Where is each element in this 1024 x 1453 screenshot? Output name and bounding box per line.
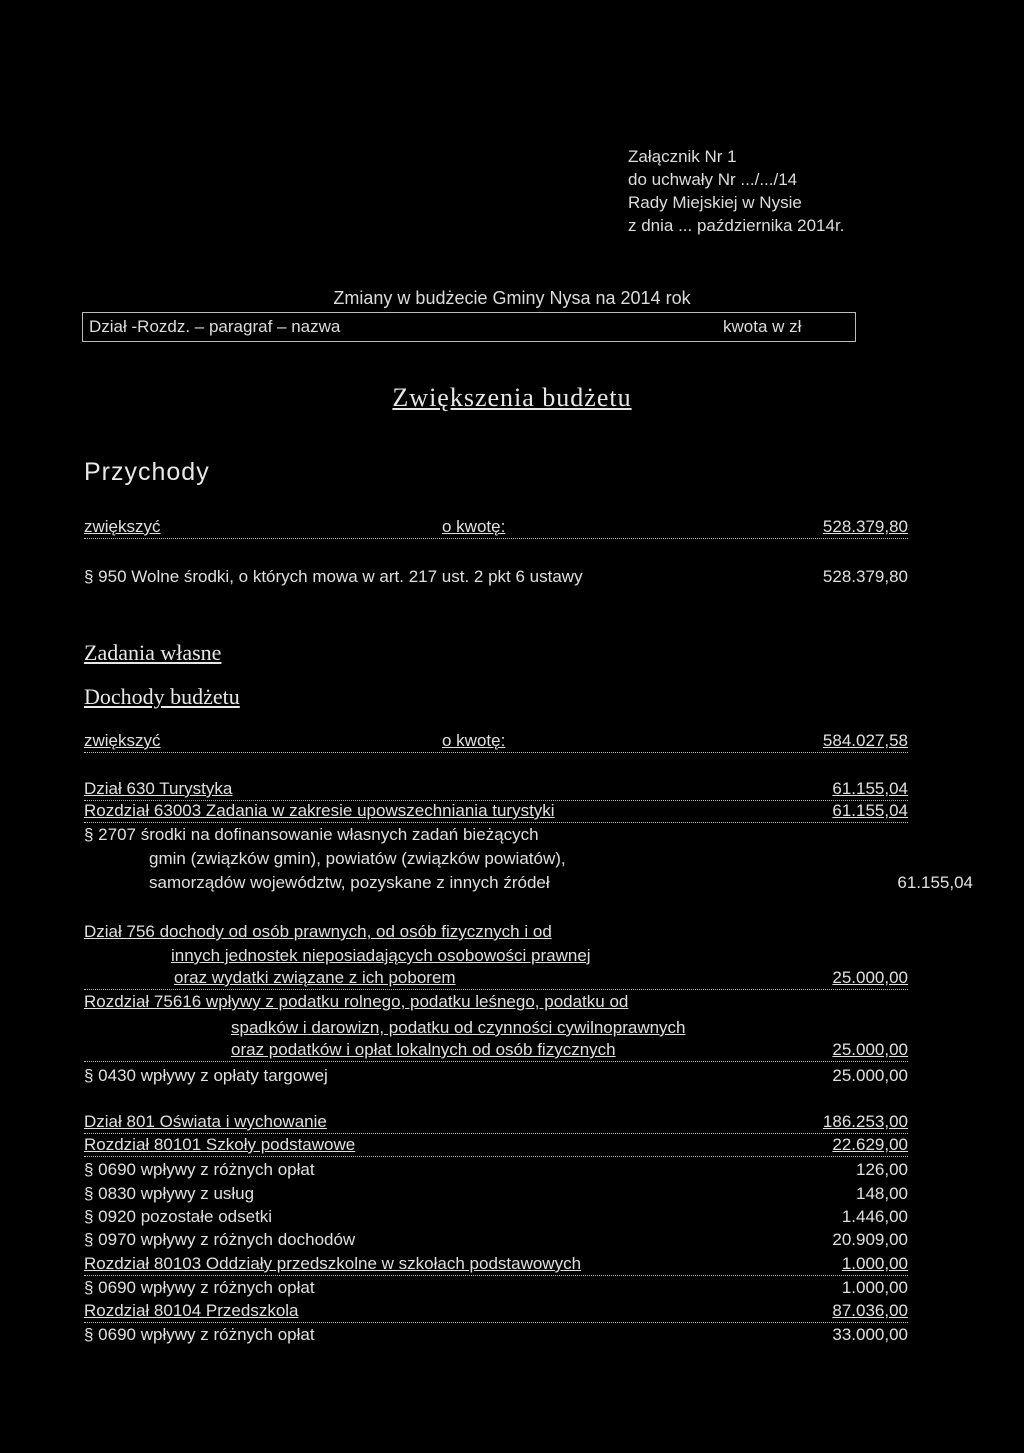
document-title: Zmiany w budżecie Gminy Nysa na 2014 rok: [333, 288, 691, 308]
row-value: 61.155,04: [897, 873, 973, 892]
attachment-header: [628, 145, 844, 237]
row-text: Rozdział 75616 wpływy z podatku rolnego, podatku leśnego, podatku od: [84, 992, 629, 1011]
paragraf-0970-row: [84, 1229, 908, 1251]
header-line-4: z dnia ... października 2014r.: [628, 216, 845, 235]
row-value: 25.000,00: [832, 968, 908, 987]
row-text: Rozdział 80101 Szkoły podstawowe: [84, 1135, 356, 1154]
row-value: 186.253,00: [822, 1112, 908, 1131]
row-value: 61.155,04: [832, 779, 908, 798]
paragraf-0690-row: [84, 1159, 908, 1181]
row-value: 87.036,00: [832, 1301, 908, 1320]
row-value: 20.909,00: [832, 1230, 908, 1249]
increase-value: 584.027,58: [822, 731, 908, 750]
row-value: 22.629,00: [832, 1135, 908, 1154]
dochody-heading: Dochody budżetu: [84, 684, 240, 709]
row-text: Rozdział 80103 Oddziały przedszkolne w szkołach podstawowych: [84, 1254, 582, 1273]
row-value: 1.000,00: [841, 1254, 908, 1273]
row-text: § 0690 wpływy z różnych opłat: [84, 1325, 315, 1344]
dzial-630-row: [84, 778, 908, 801]
paragraf-0430-row: [84, 1065, 908, 1087]
rozdzial-75616-line1: [84, 991, 908, 1013]
rozdzial-75616-line3: [84, 1039, 908, 1062]
row-text: oraz podatków i opłat lokalnych od osób fizycznych: [231, 1040, 616, 1059]
row-value: 148,00: [856, 1184, 908, 1203]
row-text: Dział 630 Turystyka: [84, 779, 233, 798]
paragraf-2707-line1: [84, 824, 908, 846]
increase-mid: o kwotę:: [442, 731, 506, 750]
dzial-756-line2: [84, 945, 995, 967]
row-text: § 0830 wpływy z usług: [84, 1184, 255, 1203]
row-text: samorządów województw, pozyskane z innych źródeł: [149, 873, 550, 892]
row-text: innych jednostek nieposiadających osobowości prawnej: [171, 946, 591, 965]
header-line-3: Rady Miejskiej w Nysie: [628, 193, 802, 212]
paragraf-0690-row: [84, 1277, 908, 1299]
dzial-756-line1: [84, 921, 908, 943]
increase-mid: o kwotę:: [442, 517, 506, 536]
row-value: 126,00: [856, 1160, 908, 1179]
increase-label: zwiększyć: [84, 731, 161, 750]
przychody-item-row: [84, 566, 908, 588]
paragraf-0690-row: [84, 1324, 908, 1346]
row-text: § 0920 pozostałe odsetki: [84, 1207, 273, 1226]
row-text: Rozdział 80104 Przedszkola: [84, 1301, 299, 1320]
paragraf-0830-row: [84, 1183, 908, 1205]
paragraf-0920-row: [84, 1206, 908, 1228]
table-header-box: [82, 312, 856, 342]
paragraf-2707-line3: [84, 872, 973, 894]
row-text: Dział 801 Oświata i wychowanie: [84, 1112, 327, 1131]
rozdzial-80104-row: [84, 1300, 908, 1323]
row-value: 1.446,00: [841, 1207, 908, 1226]
section-heading: Zwiększenia budżetu: [392, 383, 632, 412]
row-text: § 0690 wpływy z różnych opłat: [84, 1160, 315, 1179]
row-value: 33.000,00: [832, 1325, 908, 1344]
dzial-801-row: [84, 1111, 908, 1134]
header-line-2: do uchwały Nr .../.../14: [628, 170, 798, 189]
przychody-increase-row: [84, 516, 908, 539]
row-value: 25.000,00: [832, 1066, 908, 1085]
row-text: Rozdział 63003 Zadania w zakresie upowszechniania turystyki: [84, 801, 555, 820]
paragraf-2707-line2: [84, 848, 973, 870]
increase-label: zwiększyć: [84, 517, 161, 536]
row-text: § 0970 wpływy z różnych dochodów: [84, 1230, 356, 1249]
increase-value: 528.379,80: [822, 517, 908, 536]
row-value: 25.000,00: [832, 1040, 908, 1059]
row-text: Dział 756 dochody od osób prawnych, od osób fizycznych i od: [84, 922, 552, 941]
row-text: § 0430 wpływy z opłaty targowej: [84, 1066, 328, 1085]
row-value: 1.000,00: [841, 1278, 908, 1297]
row-text: oraz wydatki związane z ich poborem: [174, 968, 456, 987]
rozdzial-80103-row: [84, 1253, 908, 1276]
zadania-heading: Zadania własne: [84, 640, 222, 665]
dochody-increase-row: [84, 730, 908, 753]
table-header-right: kwota w zł: [723, 317, 802, 336]
row-text: gmin (związków gmin), powiatów (związków powiatów),: [149, 849, 566, 868]
header-line-1: Załącznik Nr 1: [628, 147, 737, 166]
row-text: § 0690 wpływy z różnych opłat: [84, 1278, 315, 1297]
row-text: spadków i darowizn, podatku od czynności cywilnoprawnych: [231, 1018, 686, 1037]
rozdzial-80101-row: [84, 1134, 908, 1157]
row-text: § 2707 środki na dofinansowanie własnych zadań bieżących: [84, 825, 539, 844]
rozdzial-63003-row: [84, 800, 908, 823]
item-value: 528.379,80: [822, 567, 908, 586]
row-value: 61.155,04: [832, 801, 908, 820]
table-header-left: Dział -Rozdz. – paragraf – nazwa: [89, 317, 341, 336]
rozdzial-75616-line2: [84, 1017, 1024, 1039]
przychody-heading: Przychody: [84, 458, 210, 486]
dzial-756-line3: [84, 967, 908, 990]
item-text: § 950 Wolne środki, o których mowa w art. 217 ust. 2 pkt 6 ustawy: [84, 567, 583, 586]
